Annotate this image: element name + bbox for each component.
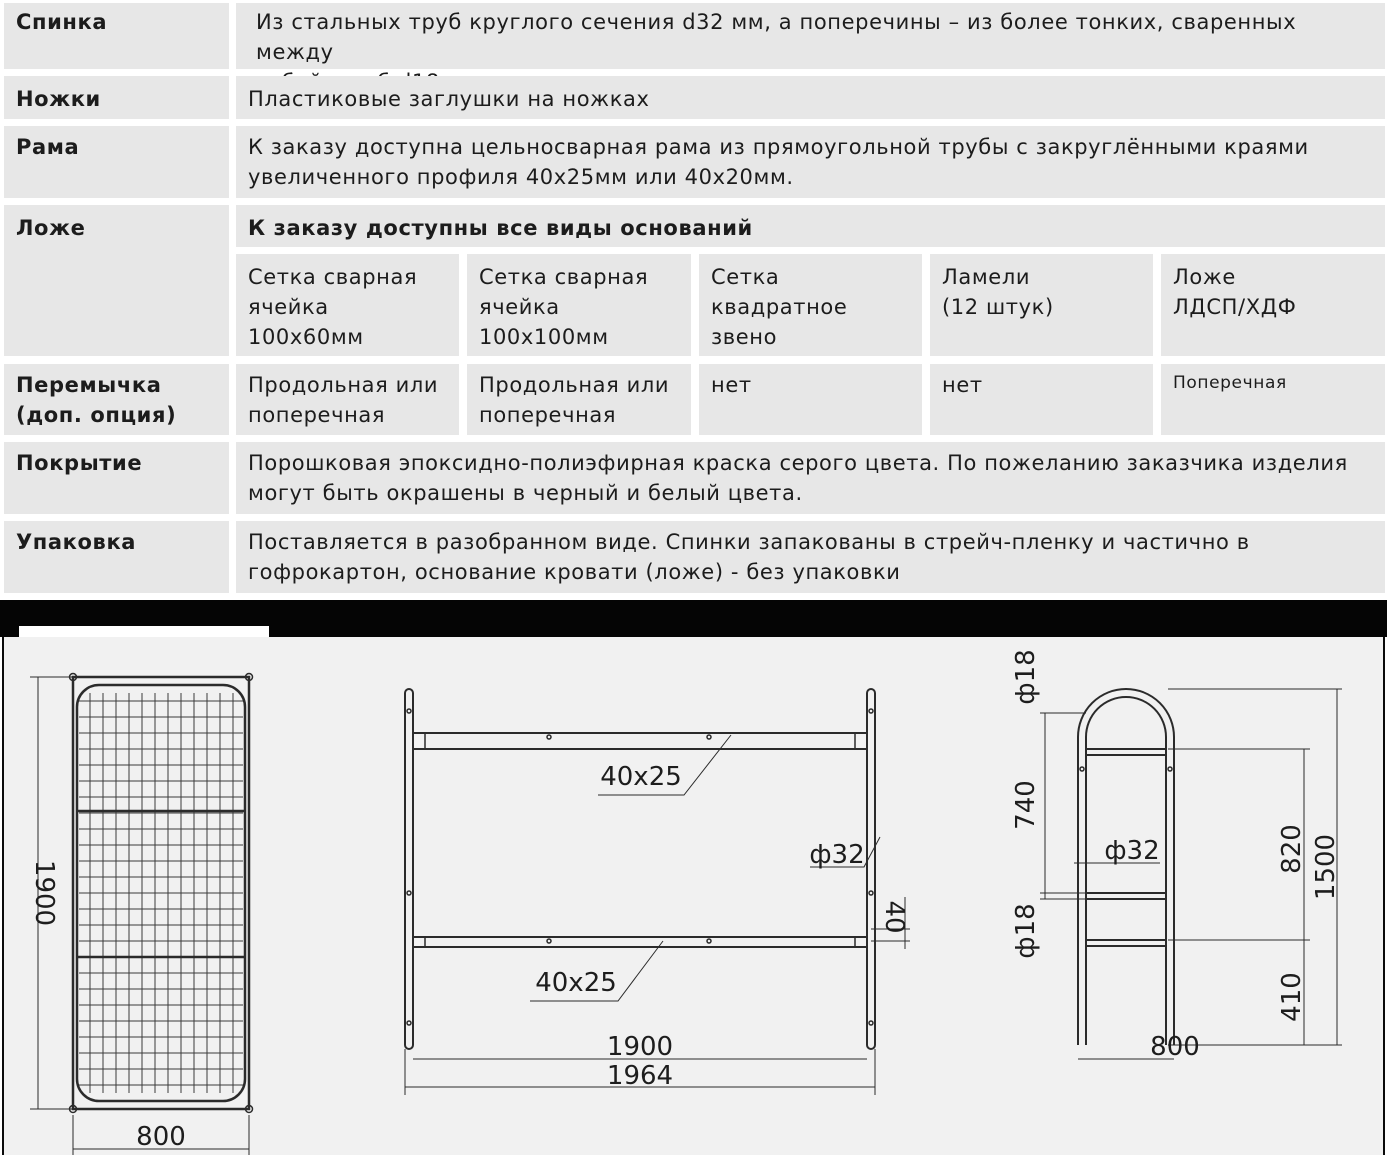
bed-option-welded-mesh-100x60: [236, 254, 459, 356]
label-jumper: [4, 364, 229, 435]
value-coating-line2: могут быть окрашены в черный и белый цвета.: [248, 481, 803, 505]
bed-option-line: ЛДСП/ХДФ: [1173, 295, 1297, 319]
label-jumper-line1: Перемычка: [16, 373, 162, 397]
side-view-upper-profile: 40х25: [600, 762, 682, 792]
bed-option-line: квадратное: [711, 295, 848, 319]
value-frame-line1: К заказу доступна цельносварная рама из прямоугольной трубы с закруглёнными краями: [248, 135, 1309, 159]
technical-drawings: [0, 637, 1387, 1155]
bed-option-line: звено: [711, 325, 778, 349]
end-view-total-height: 1500: [1311, 833, 1341, 901]
jumper-value-line: Продольная или: [479, 373, 670, 397]
jumper-value-line: нет: [711, 373, 752, 397]
bed-option-chipboard: [1161, 254, 1385, 356]
jumper-value: [467, 364, 691, 435]
end-view-middle-height: 820: [1277, 824, 1307, 874]
jumper-value: [236, 364, 459, 435]
bed-option-line: ячейка: [248, 295, 329, 319]
bed-option-line: Сетка сварная: [248, 265, 418, 289]
bed-option-slats: [930, 254, 1153, 356]
bed-option-line: Сетка сварная: [479, 265, 649, 289]
end-view-cross-bar: ф18: [1011, 903, 1041, 959]
value-coating: [236, 442, 1385, 514]
side-view-outer-length: 1964: [606, 1061, 674, 1091]
end-view-tube: ф32: [1104, 836, 1160, 866]
bed-option-line: ячейка: [479, 295, 560, 319]
bed-option-line: Ламели: [942, 265, 1031, 289]
bed-option-welded-mesh-100x100: [467, 254, 691, 356]
bed-option-line: Сетка: [711, 265, 780, 289]
jumper-value: [1161, 364, 1385, 435]
bed-option-square-link-mesh: [699, 254, 922, 356]
jumper-value: [930, 364, 1153, 435]
label-frame: Рама: [4, 126, 229, 198]
value-backrest-line1: Из стальных труб круглого сечения d32 мм, а поперечины – из более тонких, сваренных между: [256, 10, 1297, 64]
value-backrest: [236, 3, 1385, 69]
top-view-width-dim: 800: [136, 1122, 186, 1152]
drawing-tab[interactable]: [19, 626, 269, 637]
end-view-top-rail: ф18: [1011, 649, 1041, 705]
bed-header: К заказу доступны все виды оснований: [236, 205, 1385, 247]
value-packaging: [236, 521, 1385, 593]
value-frame-line2: увеличенного профиля 40х25мм или 40х20мм.: [248, 165, 794, 189]
label-coating: Покрытие: [4, 442, 229, 514]
value-coating-line1: Порошковая эпоксидно-полиэфирная краска серого цвета. По пожеланию заказчика изделия: [248, 451, 1348, 475]
bed-option-line: (12 штук): [942, 295, 1054, 319]
bed-option-line: 100х100мм: [479, 325, 609, 349]
label-packaging: Упаковка: [4, 521, 229, 593]
value-legs: Пластиковые заглушки на ножках: [236, 76, 1385, 119]
label-backrest: Спинка: [4, 3, 229, 69]
top-view-length-dim: 1900: [29, 859, 59, 927]
value-packaging-line1: Поставляется в разобранном виде. Спинки запакованы в стрейч-пленку и частично в: [248, 530, 1250, 554]
top-view-bed: [30, 674, 253, 1155]
label-bed: Ложе: [4, 205, 229, 356]
end-view-upper-height: 740: [1011, 780, 1041, 830]
bed-option-line: 100х60мм: [248, 325, 364, 349]
bed-option-line: Ложе: [1173, 265, 1236, 289]
jumper-value-line: Поперечная: [1173, 373, 1287, 393]
label-jumper-line2: (доп. опция): [16, 403, 177, 427]
side-view-inner-length: 1900: [606, 1032, 674, 1062]
value-packaging-line2: гофрокартон, основание кровати (ложе) - без упаковки: [248, 560, 901, 584]
end-view-width: 800: [1150, 1032, 1200, 1062]
jumper-value-line: поперечная: [248, 403, 386, 427]
jumper-value: [699, 364, 922, 435]
jumper-value-line: Продольная или: [248, 373, 439, 397]
side-view-lower-profile: 40х25: [535, 968, 617, 998]
jumper-value-line: нет: [942, 373, 983, 397]
side-view-gap: 40: [879, 900, 909, 934]
label-legs: Ножки: [4, 76, 229, 119]
jumper-value-line: поперечная: [479, 403, 617, 427]
side-view-leg-diameter: ф32: [809, 840, 865, 870]
end-view-lower-height: 410: [1277, 972, 1307, 1022]
value-frame: [236, 126, 1385, 198]
